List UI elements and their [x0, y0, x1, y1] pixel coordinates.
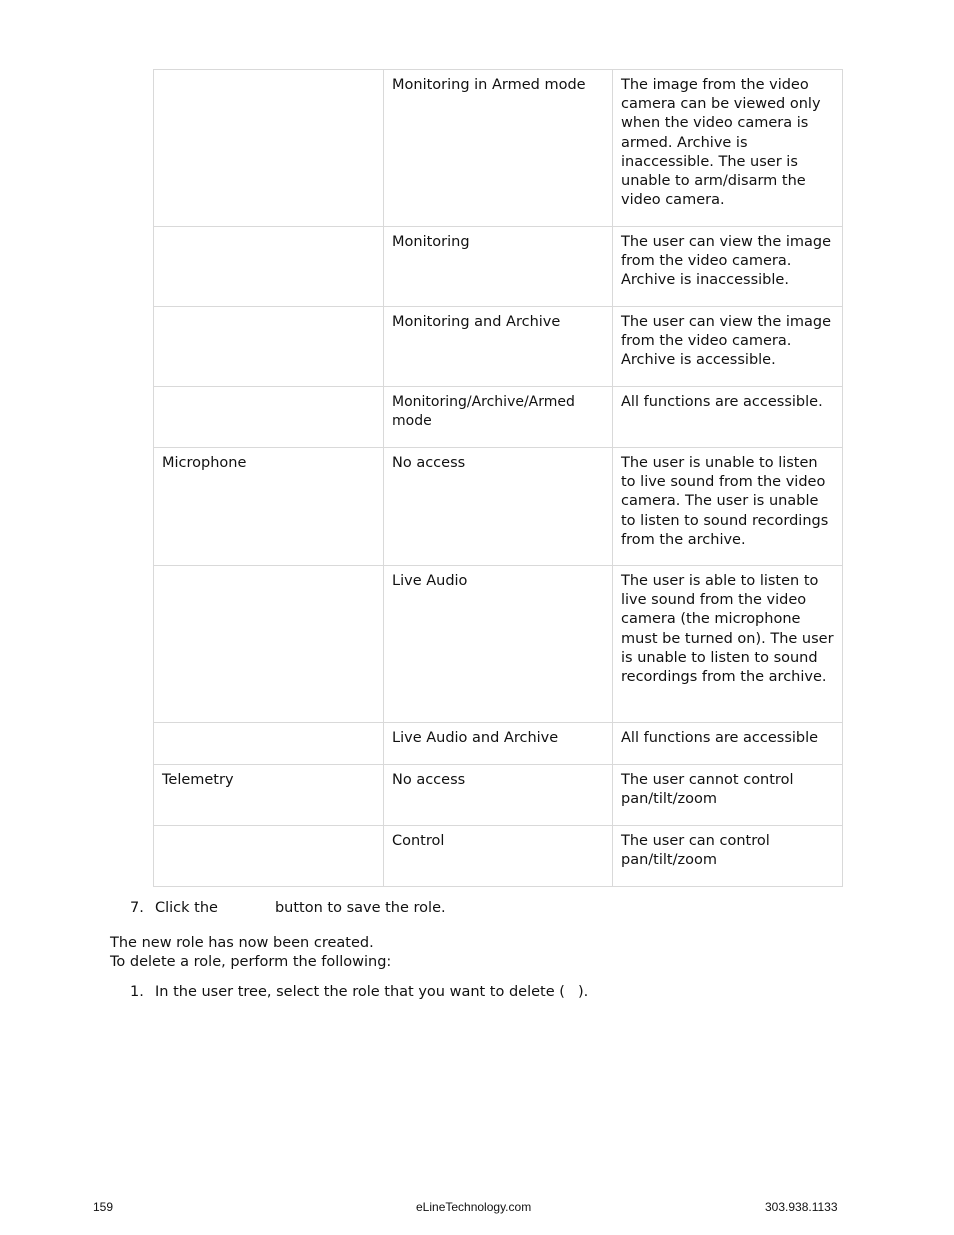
access-level-cell: Monitoring and Archive — [384, 307, 613, 387]
step-text-before: In the user tree, select the role that you want to delete ( — [155, 984, 565, 1000]
object-cell — [154, 70, 384, 227]
step-text-before: Click the — [155, 900, 218, 916]
permissions-table — [153, 69, 843, 887]
object-cell: Telemetry — [154, 765, 384, 826]
object-cell — [154, 826, 384, 887]
table-row — [154, 70, 843, 227]
table-row — [154, 387, 843, 448]
object-cell — [154, 307, 384, 387]
step-text — [155, 983, 588, 1002]
step-number: 1. — [130, 984, 144, 1000]
role-created-text: The new role has now been created. — [110, 935, 374, 951]
table-row — [154, 227, 843, 307]
description-cell: The user can control pan/tilt/zoom — [613, 826, 843, 887]
description-cell: The user can view the image from the video camera. Archive is inaccessible. — [613, 227, 843, 307]
access-level-cell: No access — [384, 448, 613, 566]
access-level-cell: Monitoring in Armed mode — [384, 70, 613, 227]
object-cell — [154, 723, 384, 765]
page-number: 159 — [93, 1200, 114, 1214]
table-row — [154, 566, 843, 723]
description-cell: The user can view the image from the video camera. Archive is accessible. — [613, 307, 843, 387]
object-cell — [154, 227, 384, 307]
table-row — [154, 307, 843, 387]
table-row — [154, 826, 843, 887]
table-row — [154, 723, 843, 765]
description-cell: All functions are accessible — [613, 723, 843, 765]
access-level-cell: No access — [384, 765, 613, 826]
step-number: 7. — [130, 900, 144, 916]
description-cell: The user is unable to listen to live sound from the video camera. The user is unable to listen to sound recordings from the archive. — [613, 448, 843, 566]
object-cell — [154, 387, 384, 448]
access-level-cell: Live Audio — [384, 566, 613, 723]
access-level-cell: Live Audio and Archive — [384, 723, 613, 765]
table-row — [154, 765, 843, 826]
footer-phone: 303.938.1133 — [765, 1200, 838, 1214]
object-cell — [154, 566, 384, 723]
table-row — [154, 448, 843, 566]
access-level-cell: Control — [384, 826, 613, 887]
step-text — [155, 899, 446, 918]
step-text-after: button to save the role. — [274, 900, 446, 916]
description-cell: The user cannot control pan/tilt/zoom — [613, 765, 843, 826]
access-level-cell: Monitoring — [384, 227, 613, 307]
step-text-after: ). — [577, 984, 589, 1000]
footer-website: eLineTechnology.com — [416, 1200, 532, 1214]
delete-intro-text: To delete a role, perform the following: — [110, 954, 392, 970]
description-cell: All functions are accessible. — [613, 387, 843, 448]
object-cell: Microphone — [154, 448, 384, 566]
access-level-cell: Monitoring/Archive/Armed mode — [384, 387, 613, 448]
description-cell: The user is able to listen to live sound from the video camera (the microphone must be turned on). The user is unable to listen to sound recordings from the archive. — [613, 566, 843, 723]
description-cell: The image from the video camera can be viewed only when the video camera is armed. Archive is inaccessible. The user is unable to arm/disarm the video camera. — [613, 70, 843, 227]
